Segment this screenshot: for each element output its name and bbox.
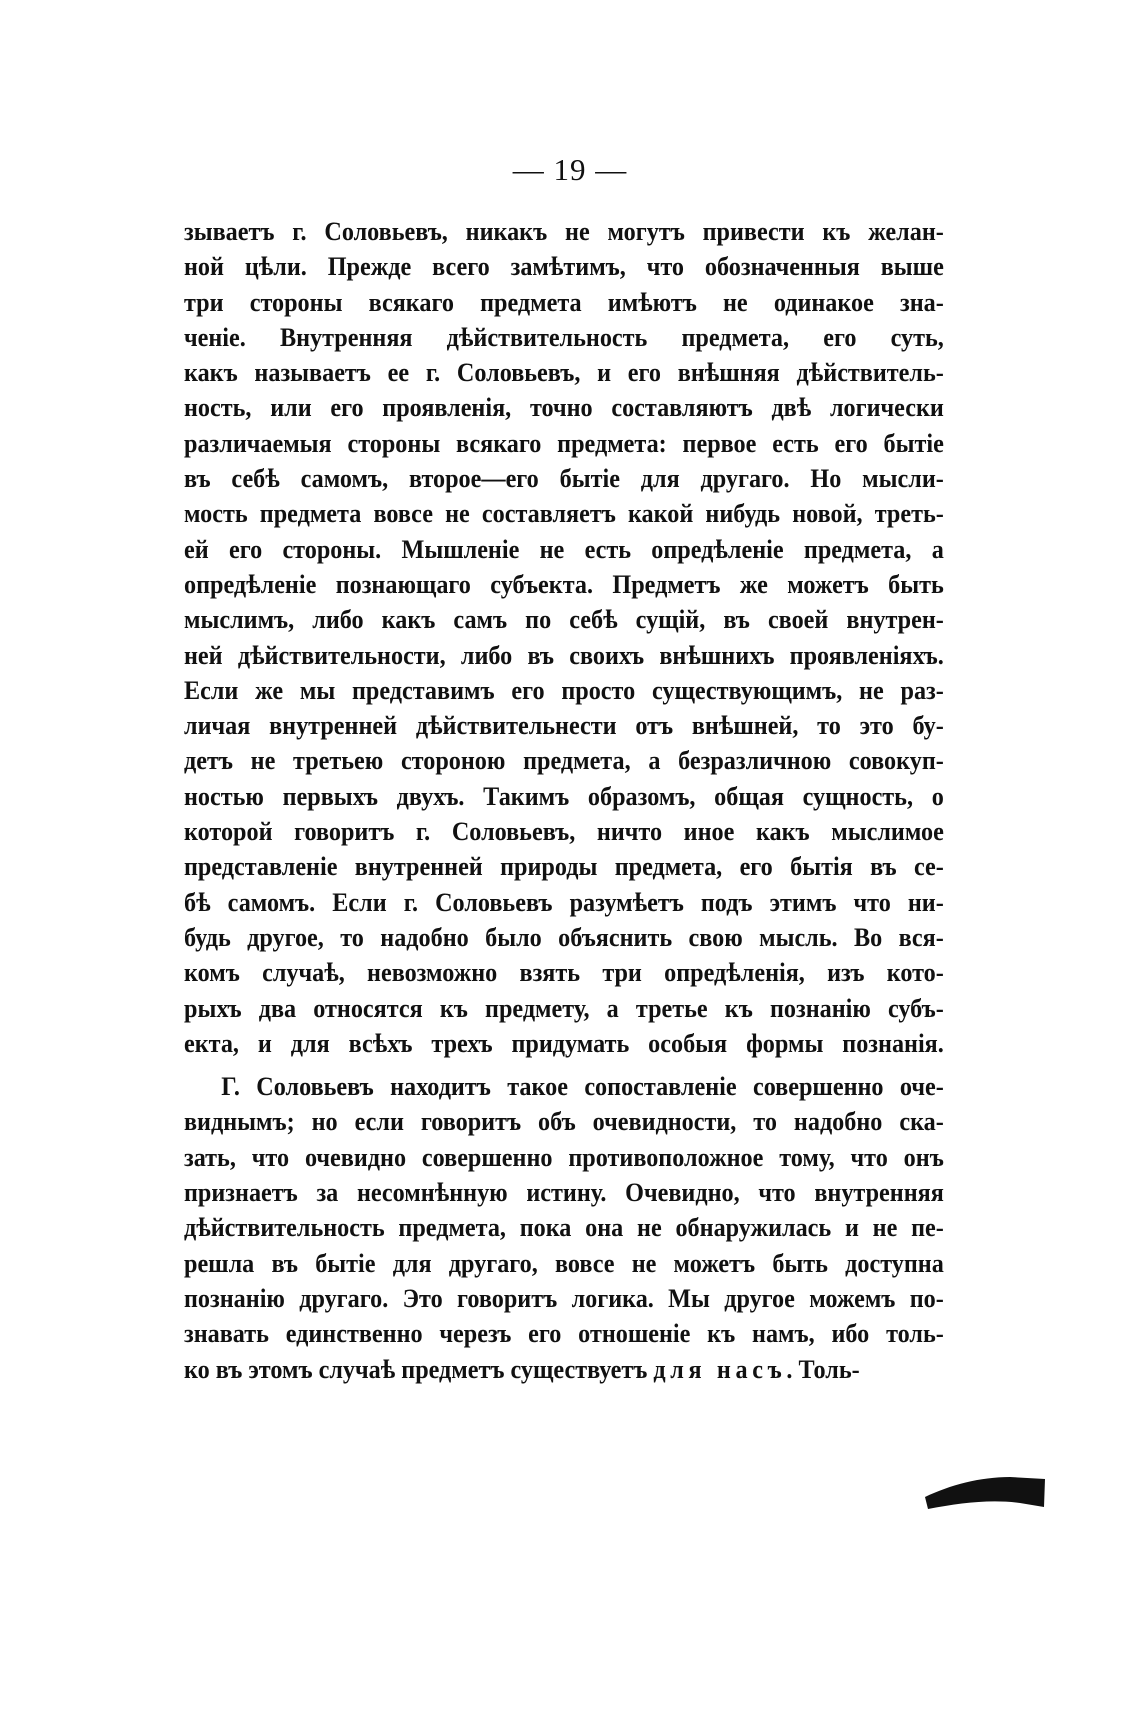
text-line: признаетъ за несомнѣнную истину. Очевидно, что внутренняя bbox=[184, 1178, 944, 1208]
text-line: зать, что очевидно совершенно противоположное тому, что онъ bbox=[184, 1142, 944, 1172]
body-text bbox=[184, 214, 944, 1387]
text-line: зываетъ г. Соловьевъ, никакъ не могутъ привести къ желан- bbox=[184, 217, 944, 246]
text-line: комъ случаѣ, невозможно взять три опредѣленія, изъ кото- bbox=[184, 958, 944, 988]
paragraph-gap bbox=[184, 1061, 944, 1069]
page-number: — 19 — bbox=[512, 152, 628, 187]
text-line: виднымъ; но если говоритъ объ очевидности, то надобно ска- bbox=[184, 1107, 944, 1137]
text-line: мыслимъ, либо какъ самъ по себѣ сущій, въ своей внутрен- bbox=[184, 605, 944, 635]
text-line: Если же мы представимъ его просто существующимъ, не раз- bbox=[184, 675, 944, 705]
text-line-last bbox=[184, 1352, 944, 1387]
text-line: ченіе. Внутренняя дѣйствительность предмета, его суть, bbox=[184, 322, 944, 352]
text-line: опредѣленіе познающаго субъекта. Предметъ же можетъ быть bbox=[184, 569, 944, 599]
text-line: какъ называетъ ее г. Соловьевъ, и его внѣшняя дѣйствитель- bbox=[184, 358, 944, 388]
text-line: три стороны всякаго предмета имѣютъ не одинакое зна- bbox=[184, 287, 944, 317]
text-line: детъ не третьею стороною предмета, а безразличною совокуп- bbox=[184, 746, 944, 776]
text-line: которой говоритъ г. Соловьевъ, ничто иное какъ мыслимое bbox=[184, 817, 944, 847]
text-line: ней дѣйствительности, либо въ своихъ внѣшнихъ проявленіяхъ. bbox=[184, 640, 944, 670]
last-line-spaced: для насъ bbox=[653, 1354, 787, 1384]
text-line: въ себѣ самомъ, второе—его бытіе для другаго. Но мысли- bbox=[184, 464, 944, 494]
text-line: знавать единственно черезъ его отношеніе къ намъ, ибо толь- bbox=[184, 1319, 944, 1349]
scan-smudge-mark bbox=[920, 1455, 1050, 1535]
text-line: будь другое, то надобно было объяснить свою мысль. Во вся- bbox=[184, 922, 944, 952]
text-line: мость предмета вовсе не составляетъ какой нибудь новой, треть- bbox=[184, 499, 944, 529]
paragraph-1 bbox=[184, 214, 944, 1061]
text-line: представленіе внутренней природы предмета, его бытія въ се- bbox=[184, 852, 944, 882]
text-line: дѣйствительность предмета, пока она не обнаружилась и не пе- bbox=[184, 1213, 944, 1243]
text-line: ность, или его проявленія, точно составляютъ двѣ логически bbox=[184, 393, 944, 423]
text-line: познанію другаго. Это говоритъ логика. Мы другое можемъ по- bbox=[184, 1283, 944, 1313]
text-line: ностью первыхъ двухъ. Такимъ образомъ, общая сущность, о bbox=[184, 781, 944, 811]
text-line: ей его стороны. Мышленіе не есть опредѣленіе предмета, а bbox=[184, 534, 944, 564]
text-line: бѣ самомъ. Если г. Соловьевъ разумѣетъ подъ этимъ что ни- bbox=[184, 887, 944, 917]
last-line-end: . Толь- bbox=[786, 1354, 860, 1384]
paragraph-2 bbox=[184, 1069, 944, 1351]
text-line: ной цѣли. Прежде всего замѣтимъ, что обозначенныя выше bbox=[184, 252, 944, 282]
text-line: различаемыя стороны всякаго предмета: первое есть его бытіе bbox=[184, 428, 944, 458]
text-line: решла въ бытіе для другаго, вовсе не можетъ быть доступна bbox=[184, 1248, 944, 1278]
text-line: Г. Соловьевъ находитъ такое сопоставленіе совершенно оче- bbox=[221, 1072, 944, 1102]
text-line: личая внутренней дѣйствительнести отъ внѣшней, то это бу- bbox=[184, 711, 944, 741]
last-line-start: ко въ этомъ случаѣ предметъ существуетъ bbox=[184, 1354, 654, 1384]
text-line: рыхъ два относятся къ предмету, а третье къ познанію субъ- bbox=[184, 993, 944, 1023]
text-line: екта, и для всѣхъ трехъ придумать особыя формы познанія. bbox=[184, 1028, 944, 1058]
